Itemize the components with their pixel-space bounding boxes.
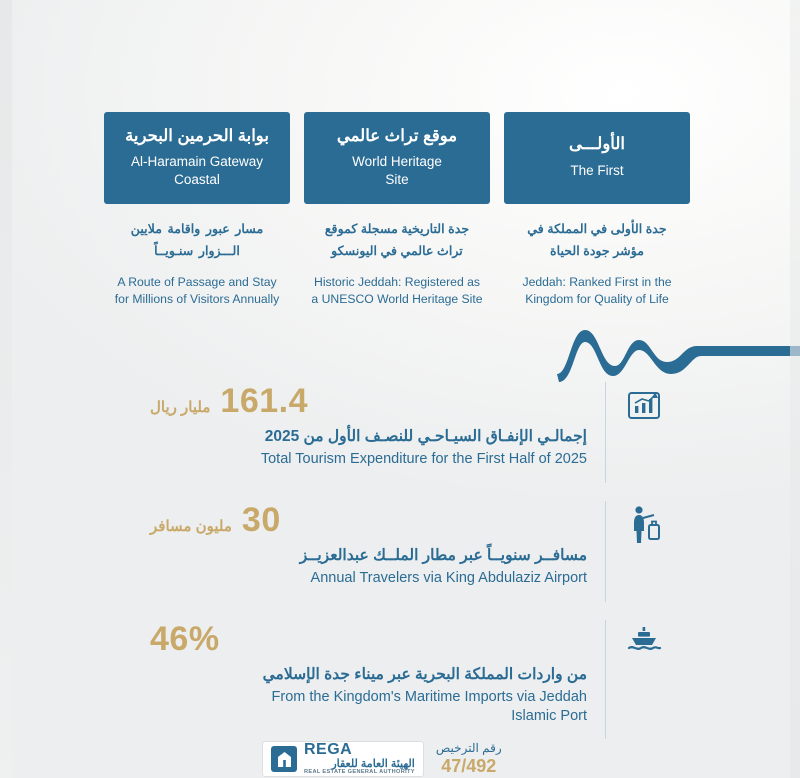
rega-mark-icon [271, 746, 297, 772]
card-body-en [308, 274, 486, 308]
ship-icon [606, 620, 670, 654]
card-body-ar [508, 218, 686, 262]
card-body-en-line1: A Route of Passage and Stay [117, 275, 277, 290]
stat-number-row [150, 620, 587, 659]
highlight-card-the-first [504, 112, 690, 308]
stat-number: 46% [150, 619, 220, 658]
stat-number-row [150, 501, 587, 540]
stat-text [150, 501, 606, 602]
rega-logo [262, 741, 424, 777]
footer [262, 740, 542, 778]
stat-row-tourism-expenditure [150, 382, 670, 501]
card-header [104, 112, 290, 204]
stat-label-ar: إجمالـي الإنفـاق السيـاحـي للنصـف الأول من 2025 [264, 428, 587, 445]
license-number: 47/492 [441, 755, 497, 776]
card-title-en-line2: Coastal [174, 171, 220, 187]
wave-decoration [555, 322, 800, 382]
card-title-ar: موقع تراث عالمي [336, 126, 458, 145]
card-body-en [508, 274, 686, 308]
card-body-en [108, 274, 286, 308]
highlight-cards [104, 112, 696, 308]
stat-label-en: Total Tourism Expenditure for the First Half of 2025 [260, 451, 587, 467]
rega-logo-text [304, 742, 415, 776]
highlight-card-al-haramain-gateway [104, 112, 290, 308]
card-body [104, 204, 290, 308]
rega-subtitle-en: REAL ESTATE GENERAL AUTHORITY [304, 769, 415, 776]
card-body [304, 204, 490, 308]
card-body-ar-line2: تراث عالمي في اليونسكو [331, 244, 463, 259]
license-block [436, 742, 502, 776]
card-body-en-line2: for Millions of Visitors Annually [114, 292, 280, 307]
card-body-ar-line1: جدة التاريخية مسجلة كموقع [324, 222, 470, 236]
card-body-ar [308, 218, 486, 262]
card-body-en-line2: a UNESCO World Heritage Site [311, 292, 483, 307]
stat-number-row [150, 382, 587, 421]
stat-row-maritime-imports [150, 620, 670, 758]
stat-label-ar: مسافــر سنويــاً عبر مطار الملــك عبدالعزيــز [299, 546, 587, 564]
stat-label-en-line1: From the Kingdom's Maritime Imports via Jeddah [271, 688, 587, 705]
card-body [504, 204, 690, 308]
card-title-en-line1: World Heritage [352, 154, 442, 170]
highlight-card-world-heritage-site [304, 112, 490, 308]
rega-name-en: REGA [304, 740, 353, 758]
stat-number: 161.4 [220, 382, 308, 420]
card-body-en-line1: Historic Jeddah: Registered as [314, 275, 480, 290]
card-body-en-line1: Jeddah: Ranked First in the [522, 275, 672, 290]
card-title-en [512, 162, 682, 180]
stat-label-en: Annual Travelers via King Abdulaziz Airport [310, 569, 587, 586]
card-title-en [312, 153, 482, 188]
stat-row-annual-travelers [150, 501, 670, 620]
card-title-en-line1: Al-Haramain Gateway [130, 154, 264, 170]
stat-label-en [150, 688, 587, 726]
stat-text [150, 382, 606, 483]
stat-text [150, 620, 606, 740]
stat-number: 30 [241, 500, 281, 539]
stat-label-ar: من واردات المملكة البحرية عبر ميناء جدة الإسلامي [262, 665, 587, 683]
card-title-en [112, 153, 282, 188]
card-body-ar-line2: الـــزوار سنـويــاً [154, 244, 240, 259]
card-body-en-line2: Kingdom for Quality of Life [525, 292, 669, 307]
card-header [504, 112, 690, 204]
card-title-ar: الأولـــى [569, 135, 625, 154]
stat-unit-ar: مليار ريال [150, 399, 211, 416]
card-title-ar: بوابة الحرمين البحرية [125, 126, 269, 145]
card-body-ar-line2: مؤشر جودة الحياة [550, 244, 644, 259]
card-body-ar [108, 218, 286, 262]
stat-label-en-line2: Islamic Port [511, 707, 587, 724]
rega-name-ar: الهيئة العامة للعقار [331, 757, 415, 770]
traveler-icon [606, 501, 670, 545]
license-label: رقم الترخيص [435, 740, 502, 755]
card-body-ar-line1: مسار عبور واقامة ملايين [130, 222, 264, 236]
card-title-en-line1: The First [570, 163, 624, 179]
stats-list [150, 382, 670, 757]
card-body-ar-line1: جدة الأولى في المملكة في [527, 222, 667, 236]
chart-growth-icon [606, 382, 670, 420]
stat-unit-ar: مليون مسافر [150, 517, 232, 535]
card-header [304, 112, 490, 204]
card-title-en-line2: Site [385, 171, 409, 187]
